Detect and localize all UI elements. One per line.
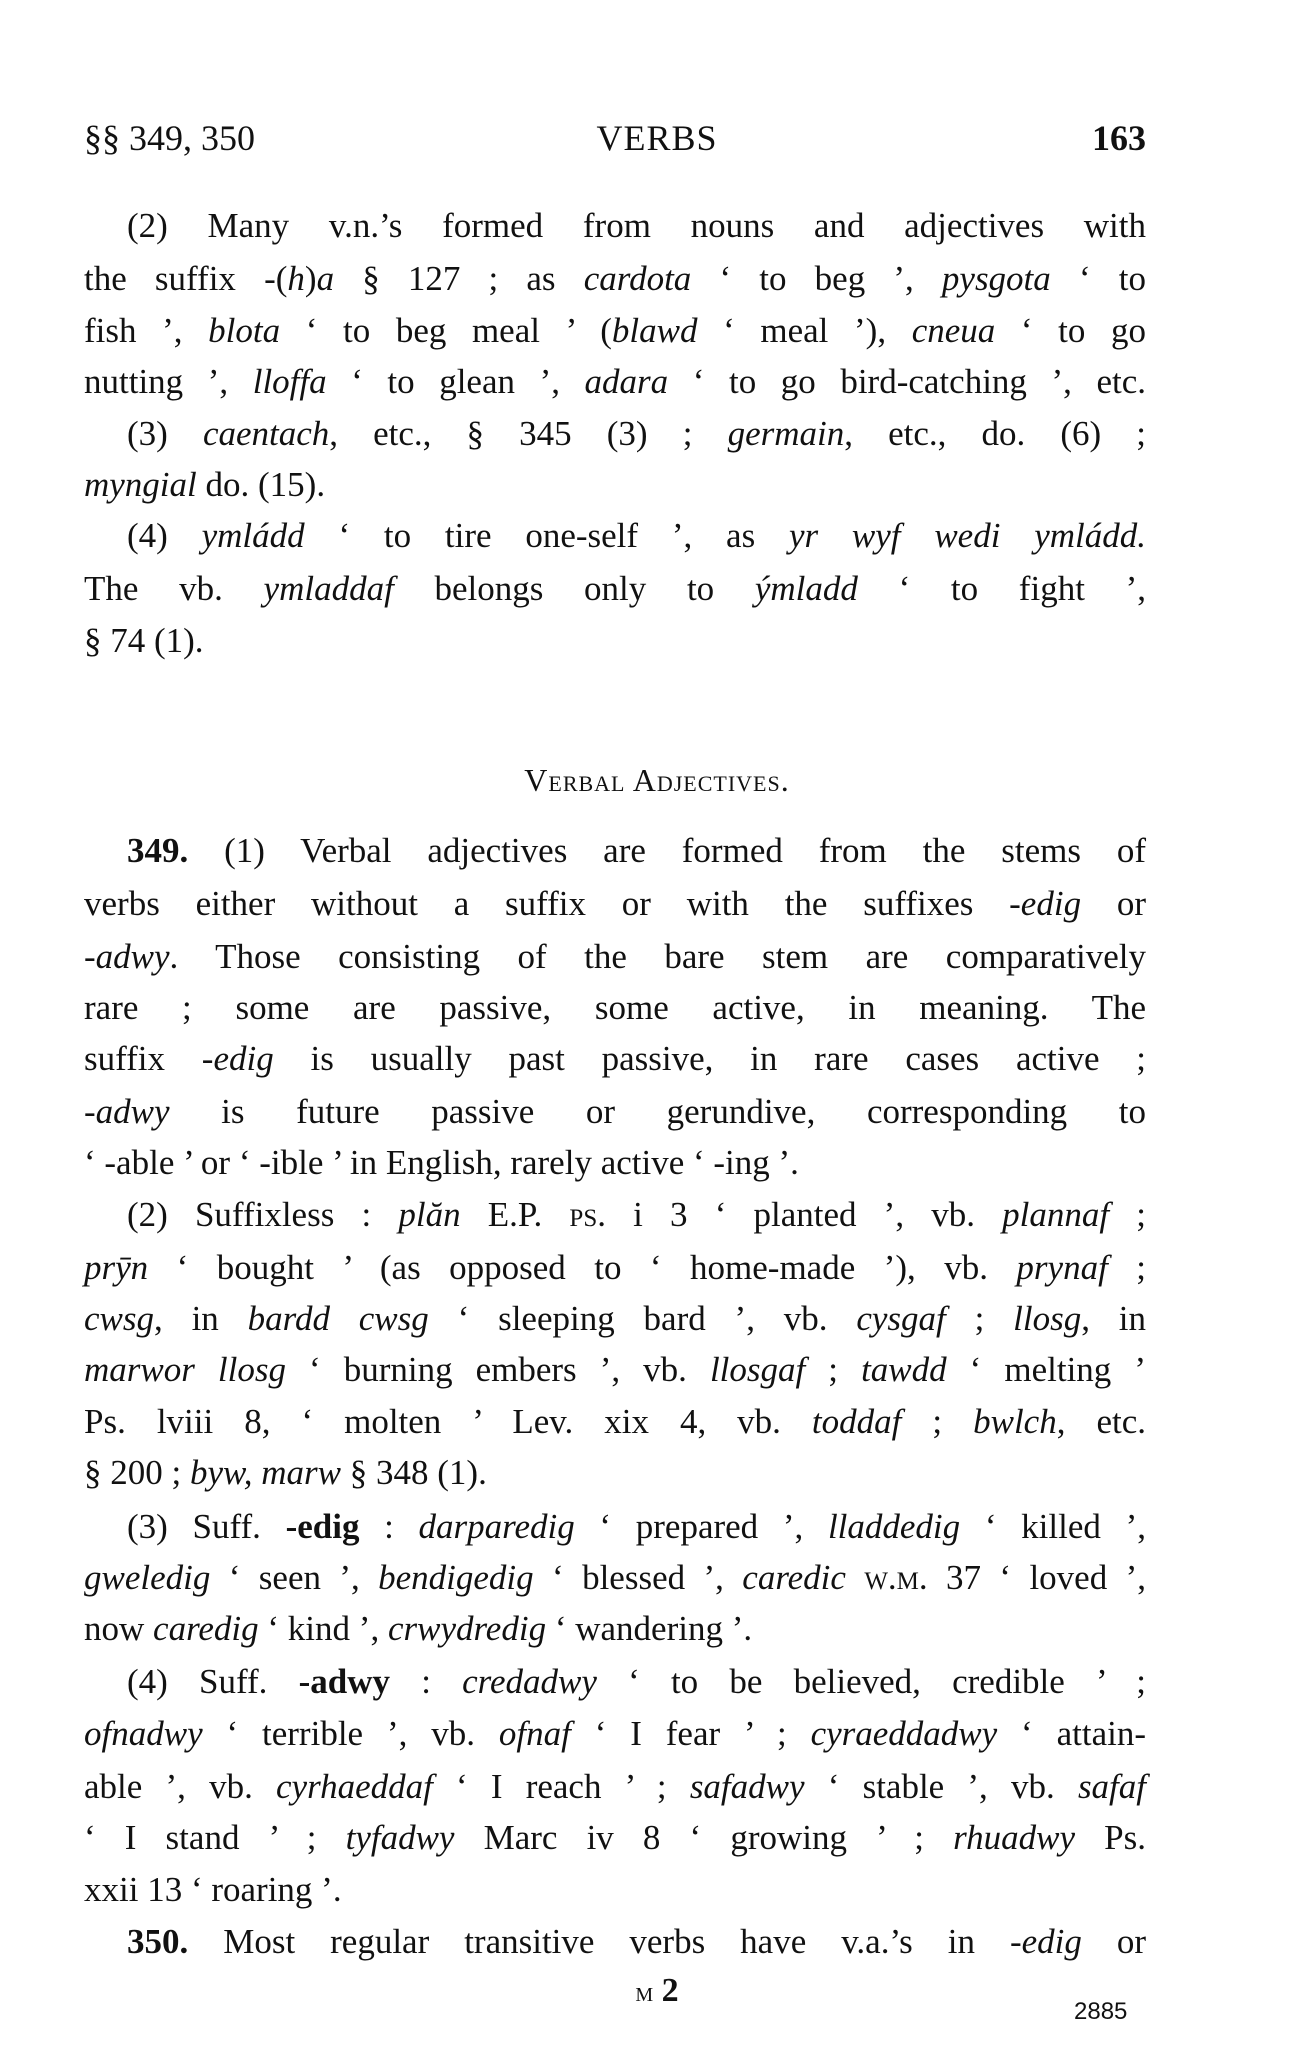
text-run: ‘ to go xyxy=(995,311,1147,350)
text-run: -edig xyxy=(201,1039,274,1078)
text-line xyxy=(127,1501,1146,1553)
text-run: 350. xyxy=(127,1922,189,1961)
text-run: llosg xyxy=(1013,1299,1082,1338)
text-run: gweledig xyxy=(84,1558,211,1597)
text-run: darparedig xyxy=(418,1507,575,1546)
text-run: ‘ wandering ’. xyxy=(546,1609,753,1648)
text-line xyxy=(84,1761,1146,1813)
text-run: ‘ to glean ’, xyxy=(326,362,585,401)
text-run: tawdd xyxy=(861,1350,947,1389)
text-line xyxy=(84,1812,1146,1864)
text-run: ‘ to xyxy=(1050,259,1146,298)
text-run: ‘ killed ’, xyxy=(960,1507,1146,1546)
text-run: blota xyxy=(208,311,281,350)
text-run: adara xyxy=(584,362,669,401)
text-line xyxy=(84,982,1146,1034)
text-run: caredic xyxy=(742,1558,846,1597)
text-run: ‘ to beg ’, xyxy=(691,259,942,298)
text-run: credadwy xyxy=(462,1662,597,1701)
text-run: ‘ burning embers ’, vb. xyxy=(285,1350,710,1389)
text-run: ‘ prepared ’, xyxy=(574,1507,828,1546)
text-line xyxy=(84,1396,1146,1448)
text-run: ‘ I fear ’ ; xyxy=(570,1714,811,1753)
text-run: Ps. lviii 8, ‘ molten ’ Lev. xix 4, vb. xyxy=(84,1402,812,1441)
text-line xyxy=(127,1916,1146,1968)
text-run: nutting ’, xyxy=(84,362,253,401)
text-run: plăn xyxy=(398,1195,461,1234)
text-run: cysgaf xyxy=(856,1299,946,1338)
text-run: ‘ I stand ’ ; xyxy=(84,1818,346,1857)
text-run: a xyxy=(316,259,335,298)
text-run: the suffix -( xyxy=(84,259,288,298)
text-run: ; xyxy=(1107,1248,1146,1287)
text-run: ofnaf xyxy=(498,1714,571,1753)
text-run: belongs only to xyxy=(393,569,755,608)
text-run: : xyxy=(359,1507,419,1546)
text-run: 349. xyxy=(127,831,189,870)
text-line xyxy=(127,200,1146,252)
text-line xyxy=(84,1086,1146,1138)
text-line xyxy=(84,1242,1146,1294)
text-line xyxy=(84,1708,1146,1760)
text-run: pysgota xyxy=(941,259,1051,298)
text-run: Most regular transitive verbs have v.a.’s in xyxy=(188,1922,1010,1961)
text-run: -edig xyxy=(1009,1922,1082,1961)
text-run: ‘ meal ’), xyxy=(697,311,912,350)
text-run: ; xyxy=(805,1350,862,1389)
text-run: ‘ to fight ’, xyxy=(857,569,1146,608)
text-run: ‘ blessed ’, xyxy=(533,1558,743,1597)
text-run: marwor llosg xyxy=(84,1350,286,1389)
text-run: w.m. xyxy=(864,1558,928,1597)
section-heading: Verbal Adjectives. xyxy=(524,762,790,798)
text-run: -adwy xyxy=(84,937,170,976)
text-run: or xyxy=(1081,1922,1146,1961)
text-run: ‘ -able ’ or ‘ -ible ’ in English, rarely active ‘ -ing ’. xyxy=(84,1143,799,1182)
text-run: ofnadwy xyxy=(84,1714,203,1753)
text-run: caredig xyxy=(153,1609,259,1648)
text-run: or xyxy=(1081,884,1146,923)
text-run: ‘ I reach ’ ; xyxy=(432,1767,690,1806)
text-run: byw, marw xyxy=(189,1453,342,1492)
text-line xyxy=(84,563,1146,615)
text-run: is future passive or gerundive, corresponding to xyxy=(169,1092,1146,1131)
text-run: (3) xyxy=(127,414,203,453)
text-line xyxy=(127,1189,1146,1241)
text-run: ymládd xyxy=(201,516,305,555)
text-run: ‘ terrible ’, vb. xyxy=(202,1714,499,1753)
text-run: (4) Suff. xyxy=(127,1662,299,1701)
text-run: ymladdaf xyxy=(263,569,394,608)
text-run: suffix xyxy=(84,1039,202,1078)
text-run: , etc. xyxy=(1056,1402,1146,1441)
text-run: xxii 13 ‘ roaring ’. xyxy=(84,1870,342,1909)
text-run: fish ’, xyxy=(84,311,209,350)
text-run: verbs either without a suffix or with the suffixes xyxy=(84,884,1010,923)
text-run: Marc iv 8 ‘ growing ’ ; xyxy=(454,1818,954,1857)
text-run: , in xyxy=(1081,1299,1147,1338)
text-run: cyraeddadwy xyxy=(810,1714,998,1753)
text-run xyxy=(846,1558,864,1597)
text-run: ‘ sleeping bard ’, vb. xyxy=(428,1299,857,1338)
scan-number: 2885 xyxy=(1074,1998,1128,2025)
text-run: llosgaf xyxy=(709,1350,806,1389)
text-run: rare ; some are passive, some active, in meaning. The xyxy=(84,988,1146,1027)
text-line xyxy=(127,408,1146,460)
text-line xyxy=(84,356,1146,408)
text-run: ‘ to go bird-catching ’, etc. xyxy=(668,362,1146,401)
text-run: myngial xyxy=(84,465,197,504)
text-run: rhuadwy xyxy=(953,1818,1076,1857)
text-run: ; xyxy=(945,1299,1014,1338)
text-line xyxy=(84,1864,1146,1916)
text-run: crwydredig xyxy=(387,1609,547,1648)
text-run: now xyxy=(84,1609,154,1648)
text-run: The vb. xyxy=(84,569,264,608)
text-line xyxy=(84,1552,1146,1604)
text-run: ‘ kind ’, xyxy=(258,1609,388,1648)
text-run: § 74 (1). xyxy=(84,621,204,660)
text-run: lloffa xyxy=(252,362,327,401)
text-line xyxy=(84,1447,1146,1499)
text-run: ) xyxy=(304,259,317,298)
text-run: -edig xyxy=(285,1507,360,1546)
text-run: cneua xyxy=(911,311,996,350)
text-run: -adwy xyxy=(298,1662,390,1701)
text-line xyxy=(84,615,1146,667)
text-run: § 127 ; as xyxy=(334,259,584,298)
text-run: safadwy xyxy=(689,1767,805,1806)
text-run: , etc., § 345 (3) ; xyxy=(329,414,728,453)
text-run: prȳn xyxy=(84,1248,149,1287)
text-run: ‘ to tire one-self ’, as xyxy=(304,516,789,555)
text-run: ‘ to be believed, credible ’ ; xyxy=(596,1662,1146,1701)
running-head-sections: §§ 349, 350 xyxy=(84,118,255,158)
text-line xyxy=(84,1603,1146,1655)
text-line xyxy=(84,878,1146,930)
text-line xyxy=(84,1033,1146,1085)
text-run: (4) xyxy=(127,516,202,555)
text-run: bwlch xyxy=(973,1402,1057,1441)
text-run: able ’, vb. xyxy=(84,1767,277,1806)
text-run: is usually past passive, in rare cases active ; xyxy=(273,1039,1146,1078)
text-run: -adwy xyxy=(84,1092,170,1131)
running-head-title: VERBS xyxy=(596,118,718,158)
text-run: E.P. xyxy=(460,1195,570,1234)
text-line xyxy=(84,305,1146,357)
text-run: ‘ seen ’, xyxy=(210,1558,379,1597)
text-line xyxy=(84,1344,1146,1396)
text-line xyxy=(127,1656,1146,1708)
text-line xyxy=(84,1293,1146,1345)
text-run: (1) Verbal adjectives are formed from the stems of xyxy=(188,831,1146,870)
text-line xyxy=(127,825,1146,877)
text-run: cwsg xyxy=(84,1299,154,1338)
text-run: Ps. xyxy=(1075,1818,1146,1857)
text-run: ‘ melting ’ xyxy=(946,1350,1146,1389)
text-run: (2) Suffixless : xyxy=(127,1195,399,1234)
text-run: , in xyxy=(154,1299,248,1338)
text-run: bardd cwsg xyxy=(247,1299,429,1338)
text-run: : xyxy=(390,1662,463,1701)
text-run: . Those consisting of the bare stem are comparatively xyxy=(169,937,1146,976)
text-run: (3) Suff. xyxy=(127,1507,286,1546)
text-line xyxy=(84,459,1146,511)
text-run: tyfadwy xyxy=(345,1818,455,1857)
text-run: bendigedig xyxy=(378,1558,534,1597)
text-run: § 200 ; xyxy=(84,1453,190,1492)
text-run: ‘ to beg meal ’ ( xyxy=(280,311,612,350)
text-run: plannaf xyxy=(1002,1195,1110,1234)
text-run: caentach xyxy=(202,414,330,453)
text-run: 37 ‘ loved ’, xyxy=(927,1558,1146,1597)
text-run: ; xyxy=(901,1402,974,1441)
text-run: (2) Many v.n.’s formed from nouns and adjectives with xyxy=(127,206,1146,245)
text-run: toddaf xyxy=(811,1402,902,1441)
text-line xyxy=(84,253,1146,305)
text-line xyxy=(84,931,1146,983)
text-run: ‘ stable ’, vb. xyxy=(804,1767,1078,1806)
text-run: § 348 (1). xyxy=(341,1453,487,1492)
text-run: ; xyxy=(1109,1195,1146,1234)
text-line xyxy=(127,510,1146,562)
text-run: cardota xyxy=(583,259,692,298)
text-run: germain xyxy=(727,414,845,453)
text-run: -edig xyxy=(1009,884,1082,923)
text-run: h xyxy=(287,259,305,298)
printer-signature: m 2 xyxy=(635,1972,679,2009)
text-run: , etc., do. (6) ; xyxy=(844,414,1147,453)
text-run: lladdedig xyxy=(827,1507,961,1546)
text-line xyxy=(84,1137,1146,1189)
text-run: ‘ attain- xyxy=(997,1714,1146,1753)
text-run: ps. xyxy=(569,1195,606,1234)
text-run: do. (15). xyxy=(196,465,326,504)
text-run: blawd xyxy=(611,311,698,350)
text-run: cyrhaeddaf xyxy=(276,1767,433,1806)
text-run: ýmladd xyxy=(754,569,858,608)
text-run: yr wyf wedi ymládd. xyxy=(788,516,1146,555)
text-run: ‘ bought ’ (as opposed to ‘ home-made ’), vb. xyxy=(148,1248,1017,1287)
page-number: 163 xyxy=(1092,118,1146,158)
text-run: prynaf xyxy=(1016,1248,1108,1287)
text-run: i 3 ‘ planted ’, vb. xyxy=(605,1195,1003,1234)
text-run: safaf xyxy=(1077,1767,1147,1806)
